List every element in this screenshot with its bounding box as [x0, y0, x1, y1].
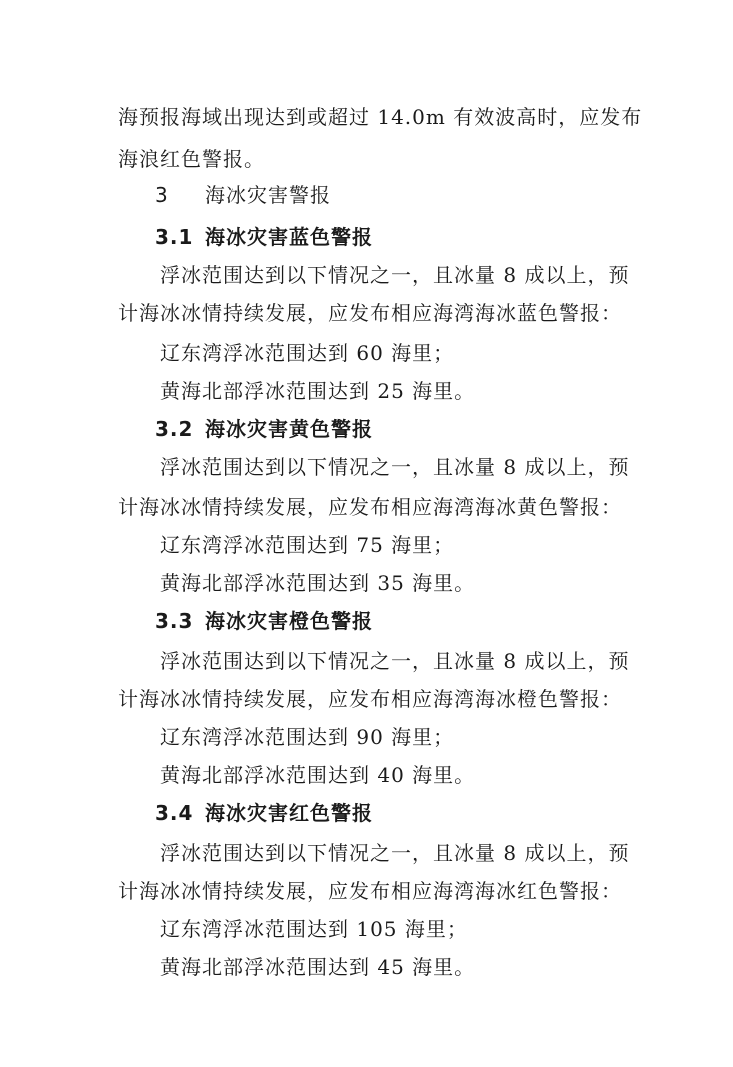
paragraph-line: 计海冰冰情持续发展，应发布相应海湾海冰橙色警报： [118, 687, 622, 711]
paragraph-line: 计海冰冰情持续发展，应发布相应海湾海冰蓝色警报： [118, 301, 622, 325]
section-3-number: 3 [155, 183, 169, 207]
paragraph-line: 计海冰冰情持续发展，应发布相应海湾海冰黄色警报： [118, 495, 622, 519]
subsection-3-2-heading [155, 416, 733, 442]
subsection-number: 3.4 [155, 801, 194, 825]
list-item: 黄海北部浮冰范围达到 45 海里。 [160, 955, 476, 979]
list-item: 黄海北部浮冰范围达到 40 海里。 [160, 763, 476, 787]
subsection-number: 3.3 [155, 609, 194, 633]
section-3-heading [155, 182, 733, 208]
paragraph-line: 浮冰范围达到以下情况之一，且冰量 8 成以上，预 [160, 649, 630, 673]
list-item: 辽东湾浮冰范围达到 90 海里； [160, 725, 455, 749]
subsection-title: 海冰灾害黄色警报 [205, 417, 373, 441]
list-item: 黄海北部浮冰范围达到 25 海里。 [160, 379, 476, 403]
list-item: 辽东湾浮冰范围达到 60 海里； [160, 341, 455, 365]
intro-line-2: 海浪红色警报。 [118, 147, 265, 171]
subsection-3-4-heading [155, 800, 733, 826]
subsection-number: 3.2 [155, 417, 194, 441]
paragraph-line: 计海冰冰情持续发展，应发布相应海湾海冰红色警报： [118, 879, 622, 903]
subsection-3-3-heading [155, 608, 733, 634]
subsection-title: 海冰灾害橙色警报 [205, 609, 373, 633]
section-3-title: 海冰灾害警报 [205, 183, 331, 207]
paragraph-line: 浮冰范围达到以下情况之一，且冰量 8 成以上，预 [160, 841, 630, 865]
subsection-title: 海冰灾害红色警报 [205, 801, 373, 825]
list-item: 黄海北部浮冰范围达到 35 海里。 [160, 571, 476, 595]
subsection-title: 海冰灾害蓝色警报 [205, 225, 373, 249]
paragraph-line: 浮冰范围达到以下情况之一，且冰量 8 成以上，预 [160, 455, 630, 479]
subsection-3-1-heading [155, 224, 733, 250]
paragraph-line: 浮冰范围达到以下情况之一，且冰量 8 成以上，预 [160, 263, 630, 287]
subsection-number: 3.1 [155, 225, 194, 249]
intro-line-1: 海预报海域出现达到或超过 14.0m 有效波高时，应发布 [118, 105, 643, 129]
list-item: 辽东湾浮冰范围达到 75 海里； [160, 533, 455, 557]
list-item: 辽东湾浮冰范围达到 105 海里； [160, 917, 468, 941]
